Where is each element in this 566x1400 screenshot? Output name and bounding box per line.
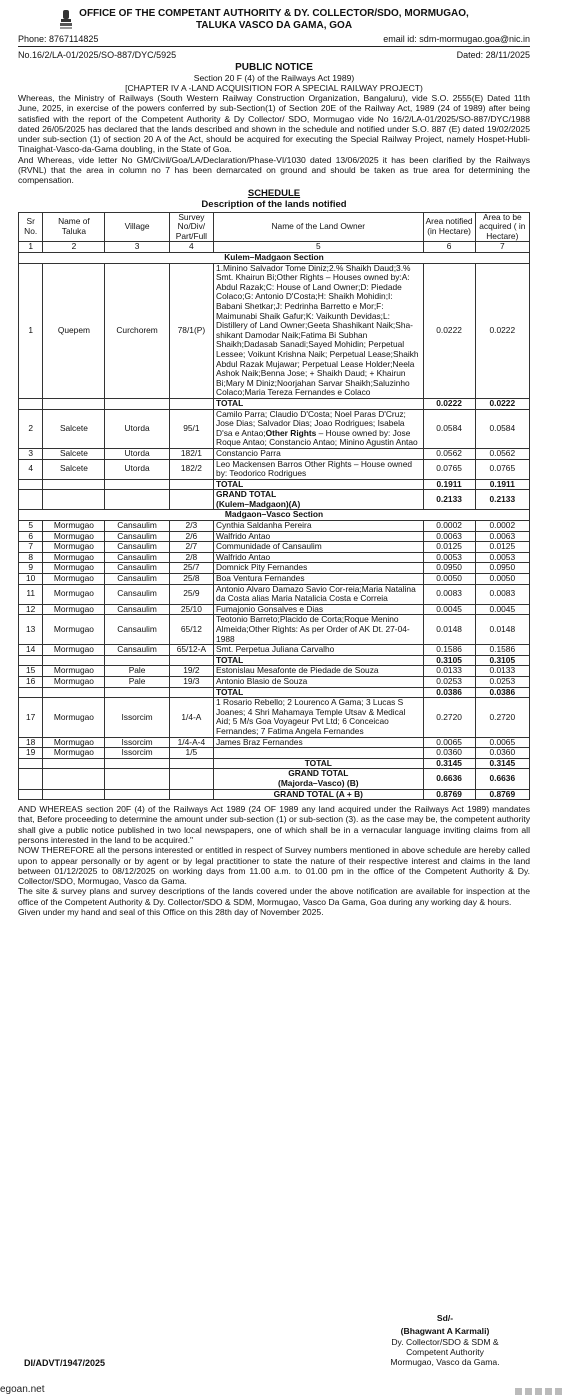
taluka-cell: Mormugao xyxy=(43,737,105,748)
column-number: 6 xyxy=(423,242,475,253)
total-notified: 0.3145 xyxy=(423,758,475,769)
table-row xyxy=(19,604,530,615)
table-row xyxy=(19,574,530,585)
area-notified-cell: 0.0253 xyxy=(423,676,475,687)
village-cell: Cansaulim xyxy=(105,521,169,532)
owner-cell: Teotonio Barreto;Placido de Corta;Roque Menino Almeida;Other Rights: As per Order of AK Dt. 27-04-1988 xyxy=(214,615,423,645)
village-cell: Curchorem xyxy=(105,263,169,398)
area-acquired-cell: 0.0765 xyxy=(475,459,529,479)
designation-line1: Dy. Collector/SDO & SDM & xyxy=(391,1337,499,1347)
grand-total-ab-acquired: 0.8769 xyxy=(475,789,529,800)
table-row xyxy=(19,521,530,532)
area-notified-cell: 0.0002 xyxy=(423,521,475,532)
village-cell: Utorda xyxy=(105,448,169,459)
total-row xyxy=(19,758,530,769)
owner-cell: Communidade of Cansaulim xyxy=(214,542,423,553)
area-notified-cell: 0.0065 xyxy=(423,737,475,748)
schedule-title: SCHEDULE xyxy=(247,187,301,199)
designation-line3: Mormugao, Vasco da Gama. xyxy=(390,1357,500,1367)
table-row xyxy=(19,615,530,645)
owner-cell: Walfrido Antao xyxy=(214,531,423,542)
table-row xyxy=(19,263,530,398)
village-cell: Cansaulim xyxy=(105,584,169,604)
table-row xyxy=(19,448,530,459)
and-whereas-section-20f-paragraph: AND WHEREAS section 20F (4) of the Railways Act 1989 (24 OF 1989 any land acquired under the Railways Act 1989) mandates that, Before proceeding to determine the amount under sub-section (1) or sub-section (3). as the case may be, the competent authority shall give a public notice published in two local newspapers, one of which shall be in a vernacular language inviting claims from all persons interested in the land to be acquired." xyxy=(18,804,530,845)
total-label: TOTAL xyxy=(214,758,423,769)
area-notified-cell: 0.0148 xyxy=(423,615,475,645)
survey-cell: 19/2 xyxy=(169,666,213,677)
taluka-cell: Salcete xyxy=(43,459,105,479)
grand-total-ab-label: GRAND TOTAL (A + B) xyxy=(214,789,423,800)
village-cell: Cansaulim xyxy=(105,645,169,656)
state-emblem-icon xyxy=(58,8,74,30)
survey-cell: 25/10 xyxy=(169,604,213,615)
survey-cell: 2/3 xyxy=(169,521,213,532)
grand-total-ab-row xyxy=(19,789,530,800)
column-header: Name of Taluka xyxy=(43,212,105,242)
sr-cell: 14 xyxy=(19,645,43,656)
owner-text: Camilo Parra; Claudio D'Costa; Noel Paras D'Cruz; Jose Dias; Salvador Dias; Joao Rodrigues; Isabela D'sa e Antao; xyxy=(216,408,406,438)
total-notified: 0.0222 xyxy=(423,398,475,409)
area-acquired-cell: 0.0125 xyxy=(475,542,529,553)
sd-mark: Sd/- xyxy=(436,1313,454,1323)
sr-cell: 2 xyxy=(19,409,43,448)
owner-cell: 1.Minino Salvador Tome Diniz;2.% Shaikh Daud;3.% Smt. Khairun Bi;Other Rights – Houses owned by:A: Abdul Razak;C: House of Land Owner;D: Piedade Colaco;G: Antonio D'Costa;H: Shaikh Mohidin;I: Babani Shetkar;J: Pedrinha Barretto e Mor;F: Maimunabi Shaik Gafur;K: Vaikunth Devidas;L: Distillery of Land Owner;Geeta Shashikant Naik;Sha-shikant Damodar Naik;Fatima Bi Subhan Shaikh;Dadasab Sanadi;Sayed Mohidin; Perpetual Lessee; Voikunt Krishna Naik; Perpetual Lease;Shaikh Abdul Razak Mujawar; Perpetual Lease Holder;Neela Ashok Naik;Benna Jose; + Shaikh Daud; + Khairun Bi;Mary M Diniz;Noorjahan Sarvar Shaikh;Saluzinho Colaco;Maria Tereza Fernandes e Colaco xyxy=(214,263,423,398)
total-notified: 0.3105 xyxy=(423,655,475,666)
area-notified-cell: 0.0222 xyxy=(423,263,475,398)
owner-cell xyxy=(214,409,423,448)
survey-cell: 1/4-A xyxy=(169,698,213,737)
source-site-label: egoan.net xyxy=(0,1384,45,1395)
table-row xyxy=(19,542,530,553)
dot-icon xyxy=(515,1388,522,1395)
area-acquired-cell: 0.0083 xyxy=(475,584,529,604)
taluka-cell: Mormugao xyxy=(43,574,105,585)
area-notified-cell: 0.0063 xyxy=(423,531,475,542)
area-notified-cell: 0.2720 xyxy=(423,698,475,737)
area-acquired-cell: 0.1586 xyxy=(475,645,529,656)
notice-subtitle-2: [CHAPTER IV A -LAND ACQUISITION FOR A SPECIAL RAILWAY PROJECT) xyxy=(125,83,423,93)
table-row xyxy=(19,645,530,656)
table-row xyxy=(19,584,530,604)
email: email id: sdm-mormugao.goa@nic.in xyxy=(383,34,530,44)
sr-cell: 1 xyxy=(19,263,43,398)
village-cell: Utorda xyxy=(105,409,169,448)
grand-total-notified: 0.6636 xyxy=(423,769,475,789)
owner-cell: Domnick Pity Fernandes xyxy=(214,563,423,574)
taluka-cell: Mormugao xyxy=(43,563,105,574)
owner-cell: Leo Mackensen Barros Other Rights – House owned by: Teodorico Rodrigues xyxy=(214,459,423,479)
total-row xyxy=(19,479,530,490)
reference-number: No.16/2/LA-01/2025/SO-887/DYC/5925 xyxy=(18,50,177,60)
area-notified-cell: 0.0125 xyxy=(423,542,475,553)
table-row xyxy=(19,409,530,448)
area-notified-cell: 0.0562 xyxy=(423,448,475,459)
survey-cell: 95/1 xyxy=(169,409,213,448)
schedule-subtitle: Description of the lands notified xyxy=(201,198,347,210)
area-notified-cell: 0.0045 xyxy=(423,604,475,615)
area-notified-cell: 0.0050 xyxy=(423,574,475,585)
grand-total-section: (Majorda–Vasco) (B) xyxy=(278,777,359,788)
dot-icon xyxy=(535,1388,542,1395)
sr-cell: 18 xyxy=(19,737,43,748)
taluka-cell: Mormugao xyxy=(43,615,105,645)
sr-cell: 8 xyxy=(19,552,43,563)
taluka-cell: Mormugao xyxy=(43,645,105,656)
area-acquired-cell: 0.0050 xyxy=(475,574,529,585)
area-notified-cell: 0.0053 xyxy=(423,552,475,563)
area-acquired-cell: 0.0148 xyxy=(475,615,529,645)
dot-icon xyxy=(545,1388,552,1395)
village-cell: Utorda xyxy=(105,459,169,479)
area-notified-cell: 0.0765 xyxy=(423,459,475,479)
area-notified-cell: 0.0133 xyxy=(423,666,475,677)
total-acquired: 0.1911 xyxy=(475,479,529,490)
taluka-cell: Quepem xyxy=(43,263,105,398)
pagination-dots xyxy=(515,1388,562,1395)
sr-cell: 5 xyxy=(19,521,43,532)
area-acquired-cell: 0.0063 xyxy=(475,531,529,542)
grand-total-ab-notified: 0.8769 xyxy=(423,789,475,800)
designation-line2: Competent Authority xyxy=(406,1347,484,1357)
contact-row xyxy=(18,34,530,47)
table-row xyxy=(19,666,530,677)
area-acquired-cell: 0.0133 xyxy=(475,666,529,677)
area-acquired-cell: 0.0950 xyxy=(475,563,529,574)
survey-cell: 2/7 xyxy=(169,542,213,553)
survey-cell: 1/5 xyxy=(169,748,213,759)
sr-cell: 15 xyxy=(19,666,43,677)
taluka-cell: Mormugao xyxy=(43,584,105,604)
village-cell: Cansaulim xyxy=(105,615,169,645)
village-cell: Issorcim xyxy=(105,748,169,759)
table-row xyxy=(19,563,530,574)
owner-cell: Fumajonio Gonsalves e Dias xyxy=(214,604,423,615)
taluka-cell: Mormugao xyxy=(43,676,105,687)
table-row xyxy=(19,531,530,542)
sr-cell: 9 xyxy=(19,563,43,574)
taluka-cell: Salcete xyxy=(43,409,105,448)
taluka-cell: Mormugao xyxy=(43,666,105,677)
area-notified-cell: 0.1586 xyxy=(423,645,475,656)
owner-cell: Smt. Perpetua Juliana Carvalho xyxy=(214,645,423,656)
sr-cell: 3 xyxy=(19,448,43,459)
survey-cell: 25/7 xyxy=(169,563,213,574)
table-header-row xyxy=(19,212,530,242)
notice-date: Dated: 28/11/2025 xyxy=(456,50,530,60)
village-cell: Cansaulim xyxy=(105,563,169,574)
taluka-cell: Salcete xyxy=(43,448,105,459)
village-cell: Cansaulim xyxy=(105,552,169,563)
column-number: 4 xyxy=(169,242,213,253)
grand-total-acquired: 0.2133 xyxy=(475,490,529,510)
total-notified: 0.0386 xyxy=(423,687,475,698)
total-acquired: 0.3145 xyxy=(475,758,529,769)
total-row xyxy=(19,398,530,409)
public-notice-document xyxy=(18,8,530,917)
area-notified-cell: 0.0360 xyxy=(423,748,475,759)
total-row xyxy=(19,687,530,698)
sr-cell: 13 xyxy=(19,615,43,645)
table-row xyxy=(19,459,530,479)
column-header: Sr No. xyxy=(19,212,43,242)
owner-cell: Antonio Alvaro Damazo Savio Cor-reia;Maria Natalina da Costa alias Maria Natalicia Costa e Correia xyxy=(214,584,423,604)
other-rights-label: Other Rights xyxy=(265,427,317,438)
given-under-hand-paragraph: Given under my hand and seal of this Office on this 28th day of November 2025. xyxy=(18,907,324,918)
column-header: Name of the Land Owner xyxy=(214,212,423,242)
survey-cell: 19/3 xyxy=(169,676,213,687)
column-number: 3 xyxy=(105,242,169,253)
section-row xyxy=(19,253,530,264)
taluka-cell: Mormugao xyxy=(43,604,105,615)
village-cell: Cansaulim xyxy=(105,574,169,585)
whereas-paragraph: Whereas, the Ministry of Railways (South Western Railway Construction Organization, Bangaluru), vide S.O. 2555(E) Dated 11th June, 2025, in exercise of the powers conferred by sub-Section(1) of Section 20E of the Railway Act, 1989 (24 of 1989) after being satisfied with the report of the Competent Authority & Dy Collector/ SDO, Mormugao vide No 16/2/LA-01/2025/SO-887/DYC/1988 dated 26/05/2025 has declared that the lands described and shown in the schedule and notified under S.O. 887 (E) dated 19/02/2025 under sub-section (1) of section 20 A of the Act, should be acquired for executing the Special Railway Project, namely Hospet-Hubli-Tinaighat-Vasco-da-Gama doubling, in the State of Goa. xyxy=(18,93,530,155)
total-row xyxy=(19,655,530,666)
grand-total-row xyxy=(19,769,530,789)
column-header: Survey No/Div/ Part/Full xyxy=(169,212,213,242)
section-heading-madgaon-vasco: Madgaon–Vasco Section xyxy=(19,510,530,521)
area-notified-cell: 0.0950 xyxy=(423,563,475,574)
total-label: TOTAL xyxy=(214,687,423,698)
sr-cell: 11 xyxy=(19,584,43,604)
survey-cell: 65/12 xyxy=(169,615,213,645)
area-notified-cell: 0.0083 xyxy=(423,584,475,604)
taluka-cell: Mormugao xyxy=(43,552,105,563)
area-acquired-cell: 0.0053 xyxy=(475,552,529,563)
grand-total-label: GRAND TOTAL xyxy=(288,768,349,779)
and-whereas-paragraph: And Whereas, vide letter No GM/Civil/Goa/LA/Declaration/Phase-VI/1030 dated 13/06/2025 it has been clarified by the Railways (RVNL) that the area in column no 7 has been demarcated on ground and should be taken as true area for determining the compensation. xyxy=(18,154,530,186)
column-header: Area notified (in Hectare) xyxy=(423,212,475,242)
owner-cell: Constancio Parra xyxy=(214,448,423,459)
column-number: 7 xyxy=(475,242,529,253)
advertisement-code: DI/ADVT/1947/2025 xyxy=(24,1358,106,1368)
grand-total-row xyxy=(19,490,530,510)
area-acquired-cell: 0.0253 xyxy=(475,676,529,687)
signatory-name: (Bhagwant A Karmali) xyxy=(400,1326,490,1336)
table-row xyxy=(19,676,530,687)
area-acquired-cell: 0.0002 xyxy=(475,521,529,532)
column-number: 1 xyxy=(19,242,43,253)
village-cell: Cansaulim xyxy=(105,604,169,615)
dot-icon xyxy=(555,1388,562,1395)
area-acquired-cell: 0.0065 xyxy=(475,737,529,748)
notice-title: PUBLIC NOTICE xyxy=(235,62,313,73)
area-acquired-cell: 0.0584 xyxy=(475,409,529,448)
taluka-cell: Mormugao xyxy=(43,748,105,759)
sr-cell: 16 xyxy=(19,676,43,687)
owner-cell: 1 Rosario Rebello; 2 Lourenco A Gama; 3 Lucas S Joanes; 4 Shri Mahamaya Temple Utsav & Medical Aid; 5 M/s Goa Voyageur Pvt Ltd; 6 Conceicao Fernandes; 7 Fatima Angela Fernandes xyxy=(214,698,423,737)
survey-cell: 78/1(P) xyxy=(169,263,213,398)
area-acquired-cell: 0.0562 xyxy=(475,448,529,459)
total-acquired: 0.0386 xyxy=(475,687,529,698)
sr-cell: 17 xyxy=(19,698,43,737)
owner-text: – House owned by: Jose Roque Antao; Constancio Antao; Minino Agustin Antao xyxy=(216,427,418,448)
grand-total-acquired: 0.6636 xyxy=(475,769,529,789)
area-acquired-cell: 0.0045 xyxy=(475,604,529,615)
taluka-cell: Mormugao xyxy=(43,542,105,553)
total-acquired: 0.3105 xyxy=(475,655,529,666)
owner-cell: Walfrido Antao xyxy=(214,552,423,563)
reference-row xyxy=(18,47,530,60)
table-row xyxy=(19,748,530,759)
village-cell: Pale xyxy=(105,666,169,677)
sr-cell: 4 xyxy=(19,459,43,479)
grand-total-section: (Kulem–Madgaon)(A) xyxy=(216,498,301,509)
owner-cell: Cynthia Saldanha Pereira xyxy=(214,521,423,532)
grand-total-notified: 0.2133 xyxy=(423,490,475,510)
sr-cell: 12 xyxy=(19,604,43,615)
table-row xyxy=(19,698,530,737)
survey-cell: 25/8 xyxy=(169,574,213,585)
owner-cell: Boa Ventura Fernandes xyxy=(214,574,423,585)
survey-cell: 182/2 xyxy=(169,459,213,479)
section-heading-kulem-madgaon: Kulem–Madgaon Section xyxy=(19,253,530,264)
taluka-cell: Mormugao xyxy=(43,698,105,737)
total-label: TOTAL xyxy=(214,655,423,666)
now-therefore-paragraph: NOW THEREFORE all the persons interested or entitled in respect of Survey numbers mentioned in above schedule are hereby called upon to appear personally or by agent or by legal practitioner to state the nature of their respective interest and claims in the land between 01/12/2025 to 08/12/2025 on working days from 11.00 a.m. to 01.00 pm in the office of the Competent Authority & Dy. Collector/SDO, Mormugao, Vasco da Gama. xyxy=(18,845,530,887)
schedule-table xyxy=(18,212,530,800)
village-cell: Issorcim xyxy=(105,737,169,748)
total-notified: 0.1911 xyxy=(423,479,475,490)
office-title-line2: TALUKA VASCO DA GAMA, GOA xyxy=(195,20,353,31)
survey-cell: 25/9 xyxy=(169,584,213,604)
survey-cell: 182/1 xyxy=(169,448,213,459)
column-header: Village xyxy=(105,212,169,242)
survey-cell: 1/4-A-4 xyxy=(169,737,213,748)
sr-cell: 6 xyxy=(19,531,43,542)
total-acquired: 0.0222 xyxy=(475,398,529,409)
village-cell: Issorcim xyxy=(105,698,169,737)
sr-cell: 19 xyxy=(19,748,43,759)
area-acquired-cell: 0.0360 xyxy=(475,748,529,759)
column-number-row xyxy=(19,242,530,253)
total-label: TOTAL xyxy=(214,479,423,490)
survey-cell: 2/8 xyxy=(169,552,213,563)
area-acquired-cell: 0.0222 xyxy=(475,263,529,398)
table-row xyxy=(19,737,530,748)
sr-cell: 10 xyxy=(19,574,43,585)
grand-total-b-label xyxy=(214,769,423,789)
notice-subtitle-1: Section 20 F (4) of the Railways Act 1989) xyxy=(193,73,355,83)
dot-icon xyxy=(525,1388,532,1395)
sr-cell: 7 xyxy=(19,542,43,553)
area-notified-cell: 0.0584 xyxy=(423,409,475,448)
owner-cell: Estonislau Mesafonte de Piedade de Souza xyxy=(214,666,423,677)
village-cell: Cansaulim xyxy=(105,531,169,542)
survey-cell: 2/6 xyxy=(169,531,213,542)
total-label: TOTAL xyxy=(214,398,423,409)
owner-cell xyxy=(214,748,423,759)
owner-cell: James Braz Fernandes xyxy=(214,737,423,748)
survey-cell: 65/12-A xyxy=(169,645,213,656)
taluka-cell: Mormugao xyxy=(43,521,105,532)
section-row xyxy=(19,510,530,521)
column-number: 2 xyxy=(43,242,105,253)
area-acquired-cell: 0.2720 xyxy=(475,698,529,737)
village-cell: Cansaulim xyxy=(105,542,169,553)
owner-cell: Antonio Blasio de Souza xyxy=(214,676,423,687)
grand-total-a-label xyxy=(214,490,423,510)
table-row xyxy=(19,552,530,563)
grand-total-label: GRAND TOTAL xyxy=(216,489,277,500)
village-cell: Pale xyxy=(105,676,169,687)
phone: Phone: 8767114825 xyxy=(18,34,99,44)
inspection-paragraph: The site & survey plans and survey descriptions of the lands covered under the above notification are available for inspection at the office of the Competent Authority & Dy. Collector/SDO & SDM, Mormugao, Vasco Da Gama, Goa during any working day & hours. xyxy=(18,886,530,907)
column-number: 5 xyxy=(214,242,423,253)
taluka-cell: Mormugao xyxy=(43,531,105,542)
office-title-line1: OFFICE OF THE COMPETANT AUTHORITY & DY. COLLECTOR/SDO, MORMUGAO, xyxy=(79,8,469,19)
column-header: Area to be acquired ( in Hectare) xyxy=(475,212,529,242)
